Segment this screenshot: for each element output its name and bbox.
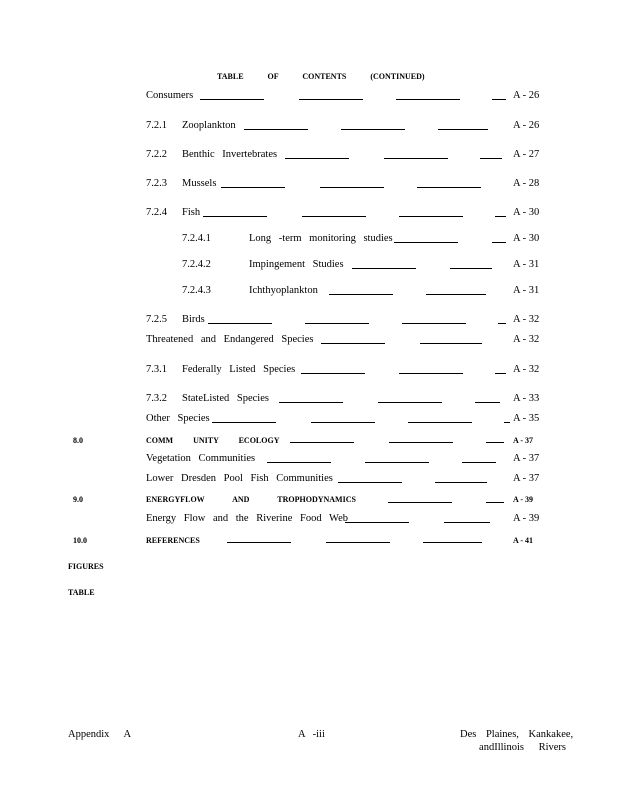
leader-line	[435, 482, 487, 483]
toc-page-number: A - 28	[513, 178, 540, 189]
leader-line	[345, 522, 409, 523]
leader-line	[486, 442, 504, 443]
toc-section-label: ENERGYFLOW AND TROPHODYNAMICS	[146, 495, 356, 504]
toc-entry-label: Consumers	[146, 90, 194, 101]
leader-line	[495, 216, 506, 217]
toc-entry-number: 7.3.2	[146, 393, 167, 404]
footer-appendix: Appendix A	[68, 729, 132, 740]
toc-page-number: A - 26	[513, 90, 540, 101]
toc-entry-label: Vegetation Communities	[146, 453, 256, 464]
toc-entry-label: Federally Listed Species	[182, 364, 296, 375]
leader-line	[329, 294, 393, 295]
leader-line	[486, 502, 504, 503]
toc-page-number: A - 39	[513, 495, 533, 504]
leader-line	[279, 402, 343, 403]
toc-entry-label: Long -term monitoring studies	[249, 233, 393, 244]
leader-line	[299, 99, 363, 100]
toc-section-label: REFERENCES	[146, 536, 200, 545]
toc-page-number: A - 30	[513, 233, 540, 244]
leader-line	[311, 422, 375, 423]
toc-entry-number: 7.2.4.2	[182, 259, 211, 270]
leader-line	[290, 442, 354, 443]
toc-entry-label: Zooplankton	[182, 120, 236, 131]
leader-line	[320, 187, 384, 188]
leader-line	[244, 129, 308, 130]
toc-page-number: A - 35	[513, 413, 540, 424]
leader-line	[301, 373, 365, 374]
leader-line	[492, 99, 506, 100]
leader-line	[227, 542, 291, 543]
leader-line	[450, 268, 492, 269]
leader-line	[462, 462, 496, 463]
leader-line	[326, 542, 390, 543]
leader-line	[399, 373, 463, 374]
toc-page-number: A - 33	[513, 393, 540, 404]
toc-page-number: A - 27	[513, 149, 540, 160]
toc-page-number: A - 41	[513, 536, 533, 545]
toc-entry-number: 7.2.2	[146, 149, 167, 160]
leader-line	[394, 242, 458, 243]
toc-section-label: COMM UNITY ECOLOGY	[146, 436, 280, 445]
toc-section-number: 9.0	[73, 495, 83, 504]
toc-entry-number: 7.2.5	[146, 314, 167, 325]
toc-entry-number: 7.2.4.1	[182, 233, 211, 244]
toc-page-number: A - 30	[513, 207, 540, 218]
leader-line	[495, 373, 506, 374]
leader-line	[305, 323, 369, 324]
leader-line	[267, 462, 331, 463]
leader-line	[352, 268, 416, 269]
toc-entry-label: Impingement Studies	[249, 259, 344, 270]
toc-page-number: A - 31	[513, 259, 540, 270]
leader-line	[208, 323, 272, 324]
toc-entry-number: 7.2.3	[146, 178, 167, 189]
toc-page-number: A - 37	[513, 453, 540, 464]
leader-line	[504, 422, 510, 423]
footer-page-number: A -iii	[298, 729, 325, 740]
leader-line	[200, 99, 264, 100]
leader-line	[396, 99, 460, 100]
leader-line	[338, 482, 402, 483]
toc-entry-label: Threatened and Endangered Species	[146, 334, 314, 345]
leader-line	[221, 187, 285, 188]
leader-line	[389, 442, 453, 443]
leader-line	[341, 129, 405, 130]
toc-entry-label: Ichthyoplankton	[249, 285, 318, 296]
toc-page-number: A - 37	[513, 473, 540, 484]
table-heading: TABLE	[68, 588, 95, 597]
toc-entry-label: Fish	[182, 207, 201, 218]
toc-entry-number: 7.2.4.3	[182, 285, 211, 296]
leader-line	[378, 402, 442, 403]
leader-line	[420, 343, 482, 344]
leader-line	[212, 422, 276, 423]
leader-line	[285, 158, 349, 159]
toc-section-number: 8.0	[73, 436, 83, 445]
leader-line	[384, 158, 448, 159]
footer-region-line2: andIllinois Rivers	[479, 742, 566, 753]
toc-page-number: A - 26	[513, 120, 540, 131]
leader-line	[417, 187, 481, 188]
leader-line	[444, 522, 490, 523]
leader-line	[365, 462, 429, 463]
toc-page-number: A - 37	[513, 436, 533, 445]
leader-line	[402, 323, 466, 324]
toc-page-number: A - 32	[513, 314, 540, 325]
toc-entry-label: Other Species	[146, 413, 210, 424]
toc-entry-number: 7.3.1	[146, 364, 167, 375]
toc-entry-label: Benthic Invertebrates	[182, 149, 278, 160]
toc-entry-label: Energy Flow and the Riverine Food Web	[146, 513, 348, 524]
toc-entry-label: StateListed Species	[182, 393, 269, 404]
toc-entry-label: Mussels	[182, 178, 217, 189]
leader-line	[321, 343, 385, 344]
toc-entry-number: 7.2.1	[146, 120, 167, 131]
toc-page-number: A - 39	[513, 513, 540, 524]
toc-entry-label: Lower Dresden Pool Fish Communities	[146, 473, 333, 484]
page-title: TABLE OF CONTENTS (CONTINUED)	[217, 72, 425, 81]
toc-page-number: A - 32	[513, 364, 540, 375]
toc-entry-number: 7.2.4	[146, 207, 167, 218]
figures-heading: FIGURES	[68, 562, 104, 571]
leader-line	[426, 294, 486, 295]
leader-line	[408, 422, 472, 423]
leader-line	[438, 129, 488, 130]
toc-page-number: A - 31	[513, 285, 540, 296]
leader-line	[388, 502, 452, 503]
leader-line	[492, 242, 506, 243]
toc-entry-label: Birds	[182, 314, 205, 325]
leader-line	[498, 323, 506, 324]
leader-line	[399, 216, 463, 217]
footer-region-line1: Des Plaines, Kankakee,	[460, 729, 574, 740]
leader-line	[203, 216, 267, 217]
toc-page-number: A - 32	[513, 334, 540, 345]
leader-line	[302, 216, 366, 217]
leader-line	[423, 542, 482, 543]
toc-section-number: 10.0	[73, 536, 87, 545]
leader-line	[480, 158, 502, 159]
leader-line	[475, 402, 500, 403]
